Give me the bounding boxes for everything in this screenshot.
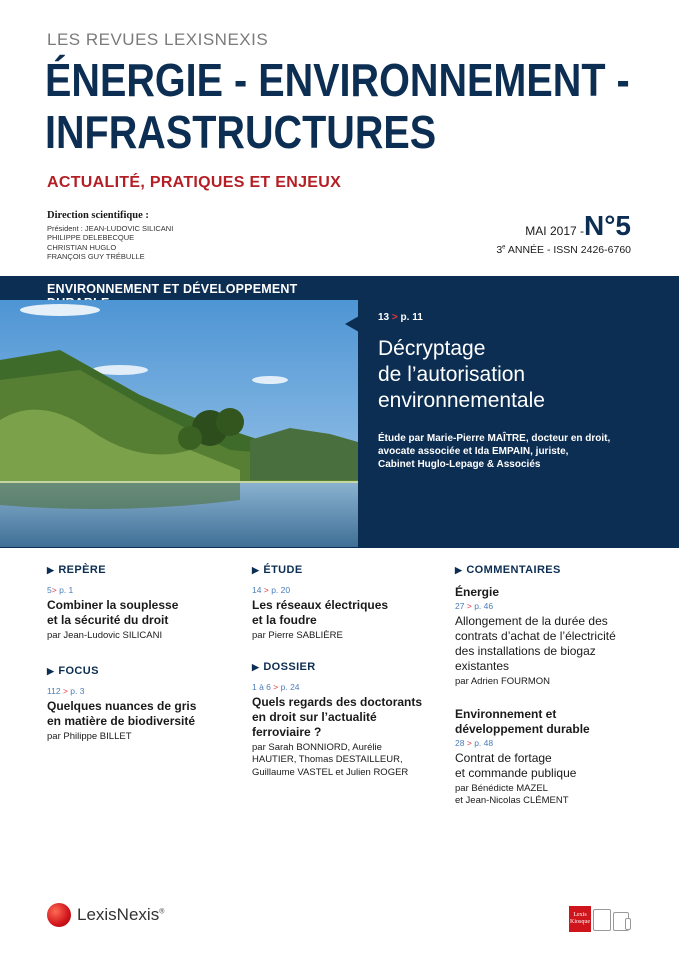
page-ref: 112 > p. 3 (47, 685, 85, 696)
triangle-icon: ▶ (252, 565, 260, 575)
section-dossier[interactable] (252, 661, 442, 780)
direction-line: FRANÇOIS GUY TRÉBULLE (47, 252, 145, 261)
article-title: Combiner la souplesse et la sécurité du droit (47, 598, 179, 627)
section-heading: ▶ REPÈRE (47, 564, 106, 576)
devices-badge (569, 906, 631, 932)
journal-subtitle: ACTUALITÉ, PRATIQUES ET ENJEUX (47, 174, 342, 191)
column-right (455, 564, 645, 826)
issue-year: 3e ANNÉE - ISSN 2426-6760 (496, 244, 631, 256)
section-etude[interactable] (252, 564, 442, 643)
direction-line: Président : JEAN-LUDOVIC SILICANI (47, 223, 174, 233)
scientific-direction (47, 211, 173, 262)
journal-title-line1: ÉNERGIE - ENVIRONNEMENT - (45, 54, 630, 106)
direction-line: PHILIPPE DELEBECQUE (47, 233, 135, 242)
article-author: par Pierre SABLIÈRE (252, 630, 343, 641)
article-title: Quels regards des doctorants en droit sur l’actualité ferroviaire ? (252, 694, 423, 739)
column-middle (252, 564, 442, 797)
page-ref: 14 > p. 20 (252, 585, 291, 595)
photo-notch (345, 316, 359, 332)
page-ref: 27 > p. 46 (455, 601, 494, 611)
publisher-logo (47, 903, 164, 927)
article-author: par Sarah BONNIORD, Aurélie HAUTIER, Thomas DESTAILLEUR, Guillaume VASTEL et Julien ROGER (252, 741, 409, 778)
section-heading: ▶ DOSSIER (252, 660, 316, 673)
landscape-photo (0, 300, 358, 547)
article-title: Quelques nuances de gris en matière de biodiversité (47, 698, 197, 728)
triangle-icon: ▶ (47, 665, 55, 676)
section-repere[interactable] (47, 564, 247, 643)
triangle-icon: ▶ (47, 565, 55, 575)
article-title: Allongement de la durée des contrats d’achat de l’électricité des installations de biogaz existantes (455, 614, 616, 673)
article-author: par Jean-Ludovic SILICANI (47, 630, 163, 641)
issue-info (496, 210, 631, 256)
issue-number: N°5 (584, 210, 631, 241)
tablet-icon (593, 909, 611, 931)
section-heading: ▶ FOCUS (47, 664, 99, 677)
feature-headline: Décryptage de l’autorisation environnementale (378, 337, 545, 412)
feature-band-label: ENVIRONNEMENT ET DÉVELOPPEMENT (0, 276, 360, 301)
article-author: par Bénédicte MAZEL et Jean-Nicolas CLÉMENT (455, 782, 569, 806)
series-label: LES REVUES LEXISNEXIS (47, 30, 269, 49)
section-heading: ▶ COMMENTAIRES (455, 564, 561, 576)
page-ref: 5> p. 1 (47, 585, 74, 595)
issue-date: MAI 2017 - (525, 224, 584, 238)
column-left (47, 564, 247, 761)
article-title: Les réseaux électriques et la foudre (252, 598, 389, 627)
publisher-name: LexisNexis® (77, 905, 165, 924)
kiosque-book-icon: Lexis Kiosque (569, 906, 591, 932)
direction-line: CHRISTIAN HUGLO (47, 242, 117, 252)
comment-item[interactable] (455, 585, 645, 689)
article-author: par Adrien FOURMON (455, 676, 551, 687)
feature-byline: Étude par Marie-Pierre MAÎTRE, docteur en droit, avocate associée et Ida EMPAIN, juriste, Cabinet Huglo-Lepage & Associés (378, 433, 611, 470)
phone-icon (625, 918, 631, 930)
comment-category: Énergie (455, 585, 500, 599)
triangle-icon: ▶ (455, 565, 463, 575)
section-heading: ▶ ÉTUDE (252, 564, 303, 576)
section-focus[interactable] (47, 665, 247, 744)
feature-ref: 13 > p. 11 (378, 312, 423, 323)
triangle-icon: ▶ (252, 661, 260, 672)
comment-item[interactable] (455, 707, 645, 808)
journal-title-line2: INFRASTRUCTURES (45, 106, 437, 158)
page-ref: 28 > p. 48 (455, 737, 494, 748)
article-author: par Philippe BILLET (47, 730, 132, 742)
article-title: Contrat de fortage et commande publique (455, 750, 577, 780)
page-ref: 1 à 6 > p. 24 (252, 681, 300, 692)
lexisnexis-globe-icon (47, 903, 71, 927)
comment-category: Environnement et développement durable (455, 706, 590, 736)
direction-heading: Direction scientifique : (47, 210, 149, 221)
feature-article[interactable] (378, 312, 658, 471)
